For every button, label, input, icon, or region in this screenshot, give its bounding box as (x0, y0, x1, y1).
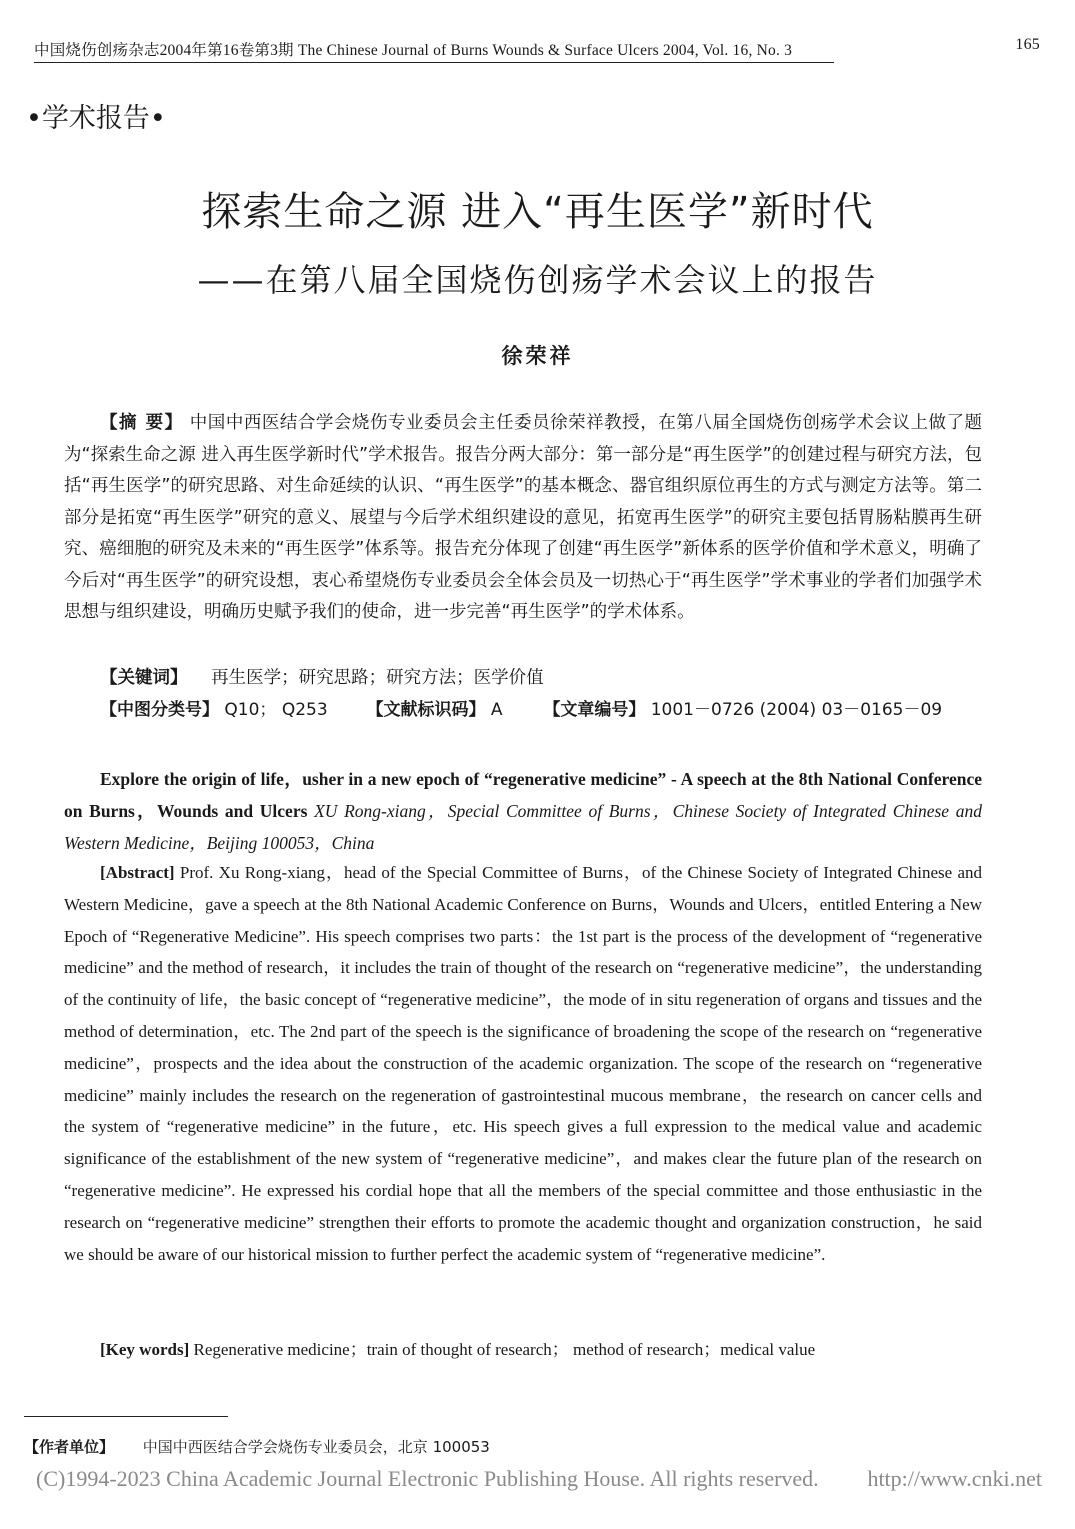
en-keywords-text: Regenerative medicine；train of thought of research； method of research；medical value (193, 1340, 816, 1359)
footnote-rule (24, 1416, 228, 1417)
article-subtitle: ——在第八届全国烧伤创疡学术会议上的报告 (197, 261, 878, 299)
article-title: 探索生命之源 进入“再生医学”新时代 (201, 189, 874, 235)
cn-keywords (100, 663, 980, 694)
en-title: Explore the origin of life，usher in a new epoch of “regenerative medicine” - A speech at the 8th National Conference on Burns，Wounds and Ulcers (64, 769, 982, 821)
copyright-text: (C)1994-2023 China Academic Journal Electronic Publishing House. All rights reserved. (36, 1466, 819, 1491)
cn-classification (100, 695, 980, 726)
footnote-text: 中国中西医结合学会烧伤专业委员会，北京 100053 (142, 1438, 490, 1456)
cn-abstract-text: 中国中西医结合学会烧伤专业委员会主任委员徐荣祥教授，在第八届全国烧伤创疡学术会议上做了题为“探索生命之源 进入再生医学新时代”学术报告。报告分两大部分：第一部分是“再生医学”的创建过程与研究方法，包括“再生医学”的研究思路、对生命延续的认识、“再生医学”的基本概念、器官组织原位再生的方式与测定方法等。第二部分是拓宽“再生医学”研究的意义、展望与今后学术组织建设的意见，拓宽再生医学”的研究主要包括胃肠粘膜再生研究、癌细胞的研究及未来的“再生医学”体系等。报告充分体现了创建“再生医学”新体系的医学价值和学术意义，明确了今后对“再生医学”的研究设想，衷心希望烧伤专业委员会全体会员及一切热心于“再生医学”学术事业的学者们加强学术思想与组织建设，明确历史赋予我们的使命，进一步完善“再生医学”的学术体系。 (64, 413, 983, 622)
en-abstract-text: Prof. Xu Rong-xiang，head of the Special Committee of Burns，of the Chinese Society of Integrated Chinese and Western Medicine，gave a speech at the 8th National Academic Conference on Burns，Wounds and Ulcers，entitled Entering a New Epoch of “Regenerative Medicine”. His speech comprises two parts：the 1st part is the process of the development of “regenerative medicine” and the method of research，it includes the train of thought of the research on “regenerative medicine”，the understanding of the continuity of life，the basic concept of “regenerative medicine”，the mode of in situ regeneration of organs and tissues and the method of determination，etc. The 2nd part of the speech is the significance of broadening the scope of the research on “regenerative medicine”，prospects and the idea about the construction of the academic organization. The scope of the research on “regenerative medicine” mainly includes the research on the regeneration of gastrointestinal mucous membrane，the research on cancer cells and the system of “regenerative medicine” in the future，etc. His speech gives a full expression to the medical value and academic significance of the establishment of the new system of “regenerative medicine”，and makes clear the future plan of the research on “regenerative medicine”. He expressed his cordial hope that all the members of the special committee and those enthusiastic in the research on “regenerative medicine” strengthen their efforts to promote the academic thought and organization construction，he said we should be aware of our historical mission to further perfect the academic system of “regenerative medicine”. (64, 863, 983, 1264)
en-keywords (100, 1334, 980, 1365)
author-affiliation-footnote (24, 1436, 924, 1457)
en-abstract (64, 857, 982, 1270)
en-keywords-label: [Key words] (100, 1340, 190, 1359)
author-name: 徐荣祥 (501, 343, 574, 368)
footnote-label: 【作者单位】 (24, 1438, 115, 1456)
cn-keywords-label: 【关键词】 (100, 668, 188, 688)
header-rule (34, 62, 834, 63)
clc-value: Q10； Q253 (224, 700, 328, 720)
page-number: 165 (1015, 36, 1040, 53)
doc-code-value: A (490, 700, 503, 720)
cn-abstract-label: 【摘 要】 (100, 413, 184, 433)
clc-label: 【中图分类号】 (100, 700, 219, 720)
en-title-block (64, 763, 982, 859)
en-abstract-label: [Abstract] (100, 863, 175, 882)
en-author-affiliation: XU Rong-xiang，Special Committee of Burns，Chinese Society of Integrated Chinese and Western Medicine，Beijing 100053，China (64, 801, 982, 853)
copyright-watermark (36, 1466, 1046, 1492)
article-number-value: 1001－0726 (2004) 03－0165－09 (650, 700, 943, 720)
cn-keywords-text: 再生医学；研究思路；研究方法；医学价值 (211, 668, 544, 688)
journal-citation: 中国烧伤创疡杂志2004年第16卷第3期 The Chinese Journal of Burns Wounds & Surface Ulcers 2004, Vol. 16, No. 3 (34, 42, 793, 59)
section-label: •学术报告• (26, 103, 166, 134)
running-header (34, 36, 1040, 68)
article-number-label: 【文章编号】 (543, 700, 646, 720)
cnki-url: http://www.cnki.net (867, 1466, 1042, 1491)
doc-code-label: 【文献标识码】 (366, 700, 486, 720)
cn-abstract (64, 408, 982, 629)
